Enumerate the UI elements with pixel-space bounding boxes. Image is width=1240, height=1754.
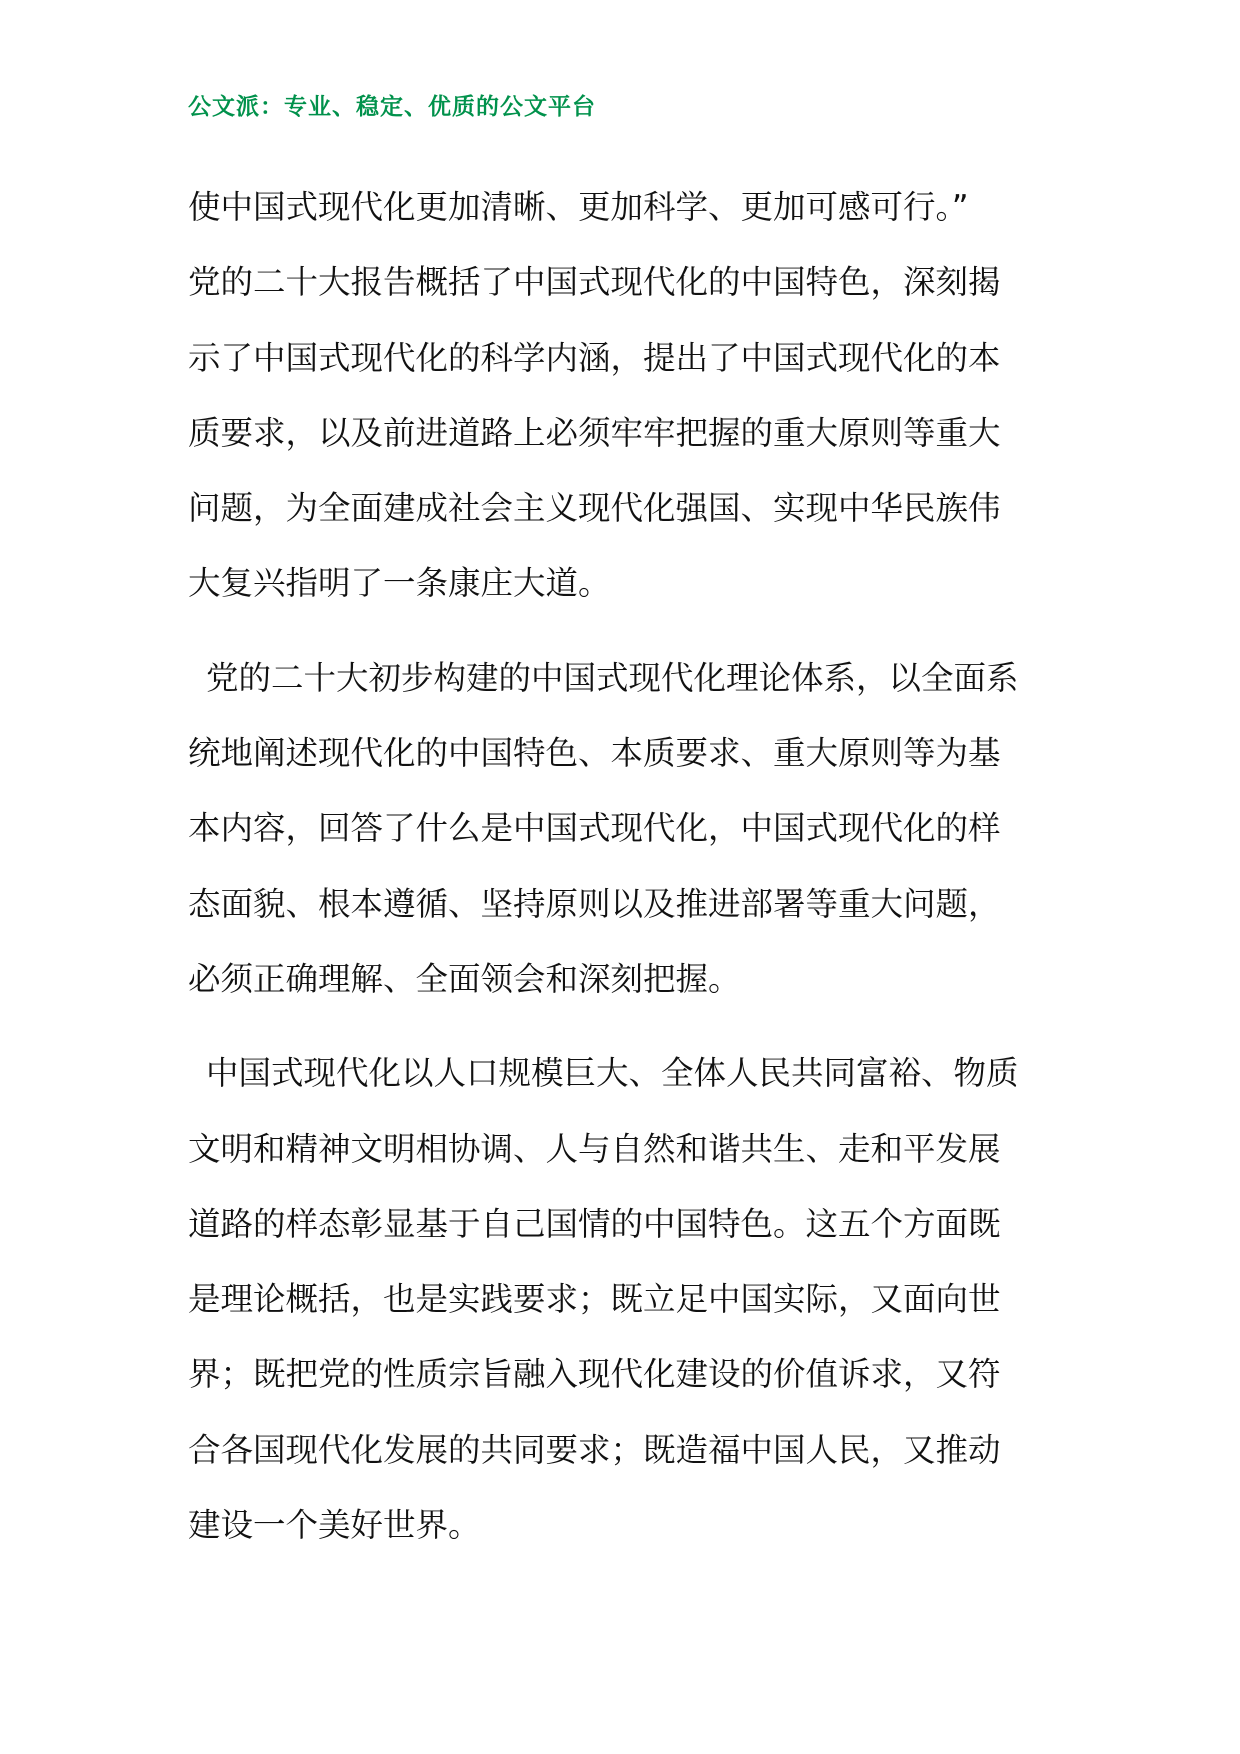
- paragraph-3: [188, 1036, 1058, 1563]
- text-line: 示了中国式现代化的科学内涵，提出了中国式现代化的本: [188, 338, 1001, 377]
- text-line: 使中国式现代化更加清晰、更加科学、更加可感可行。”: [188, 188, 969, 226]
- text-line: 质要求，以及前进道路上必须牢牢把握的重大原则等重大: [188, 413, 1001, 452]
- page-header: 公文派：专业、稳定、优质的公文平台: [188, 94, 596, 120]
- text-line: 党的二十大初步构建的中国式现代化理论体系，以全面系: [206, 658, 1019, 697]
- text-line: 党的二十大报告概括了中国式现代化的中国特色，深刻揭: [188, 263, 1001, 302]
- text-line: 界；既把党的性质宗旨融入现代化建设的价值诉求，又符: [188, 1355, 1001, 1394]
- text-line: 道路的样态彰显基于自己国情的中国特色。这五个方面既: [188, 1204, 1001, 1243]
- text-line: 是理论概括，也是实践要求；既立足中国实际，又面向世: [188, 1280, 1001, 1319]
- text-line: 文明和精神文明相协调、人与自然和谐共生、走和平发展: [188, 1129, 1001, 1168]
- text-line: 问题，为全面建成社会主义现代化强国、实现中华民族伟: [188, 489, 1001, 528]
- text-line: 合各国现代化发展的共同要求；既造福中国人民，又推动: [188, 1430, 1001, 1469]
- text-line: 建设一个美好世界。: [188, 1506, 481, 1545]
- text-line: 大复兴指明了一条康庄大道。: [188, 564, 611, 603]
- paragraph-1: [188, 170, 1058, 622]
- text-line: 态面貌、根本遵循、坚持原则以及推进部署等重大问题，: [188, 884, 1001, 923]
- document-body: [188, 170, 1058, 1563]
- text-line: 中国式现代化以人口规模巨大、全体人民共同富裕、物质: [206, 1054, 1019, 1093]
- text-line: 统地阐述现代化的中国特色、本质要求、重大原则等为基: [188, 734, 1001, 773]
- text-line: 本内容，回答了什么是中国式现代化，中国式现代化的样: [188, 809, 1001, 848]
- paragraph-2: [188, 641, 1058, 1017]
- text-line: 必须正确理解、全面领会和深刻把握。: [188, 959, 741, 998]
